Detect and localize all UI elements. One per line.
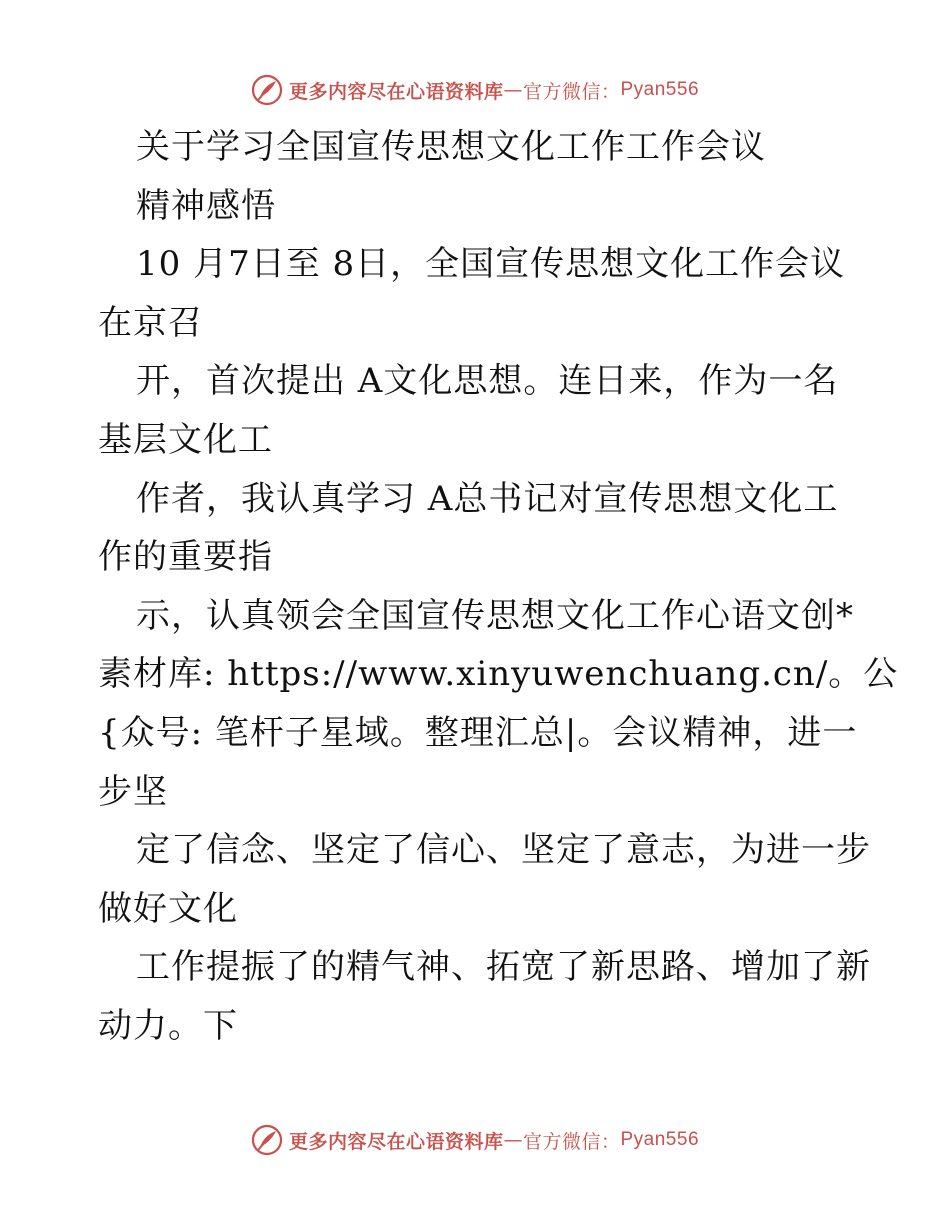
banner-dash: —	[503, 1129, 523, 1151]
document-body	[98, 118, 899, 1056]
header-banner	[0, 70, 950, 110]
wechat-label: 官方微信：	[522, 80, 621, 103]
text-line: 动力。下	[98, 1005, 238, 1046]
wechat-label: 官方微信：	[522, 1130, 621, 1153]
text-line: 示，认真领会全国宣传思想文化工作心语文创*	[136, 595, 854, 636]
text-line: 精神感悟	[136, 185, 276, 226]
site-name: 更多内容尽在心语资料库	[288, 80, 504, 103]
site-name: 更多内容尽在心语资料库	[288, 1130, 504, 1153]
wechat-handle: Pyan556	[620, 1129, 700, 1150]
banner-dash: —	[503, 79, 523, 101]
text-line: {众号: 笔杆子星域。整理汇总|。会议精神，进一	[98, 712, 858, 753]
text-line: 开，首次提出 A文化思想。连日来，作为一名	[136, 361, 839, 402]
text-line: 关于学习全国宣传思想文化工作工作会议	[136, 127, 766, 167]
text-line: 步坚	[98, 771, 168, 812]
quill-logo-icon	[251, 74, 283, 106]
footer-banner	[0, 1120, 950, 1160]
text-line: 做好文化	[98, 888, 238, 929]
quill-logo-icon	[251, 1124, 283, 1156]
text-line: 在京召	[98, 302, 203, 343]
wechat-handle: Pyan556	[620, 79, 700, 100]
text-line: 10 月7日至 8日，全国宣传思想文化工作会议	[136, 244, 846, 285]
text-line: 作者，我认真学习 A总书记对宣传思想文化工	[136, 478, 839, 519]
text-line: 基层文化工	[98, 419, 273, 460]
text-line: 定了信念、坚定了信心、坚定了意志，为进一步	[136, 830, 871, 871]
text-line: 作的重要指	[98, 537, 273, 578]
text-line: 素材库: https://www.xinyuwenchuang.cn/。公	[98, 654, 899, 695]
text-line: 工作提振了的精气神、拓宽了新思路、增加了新	[136, 947, 871, 988]
